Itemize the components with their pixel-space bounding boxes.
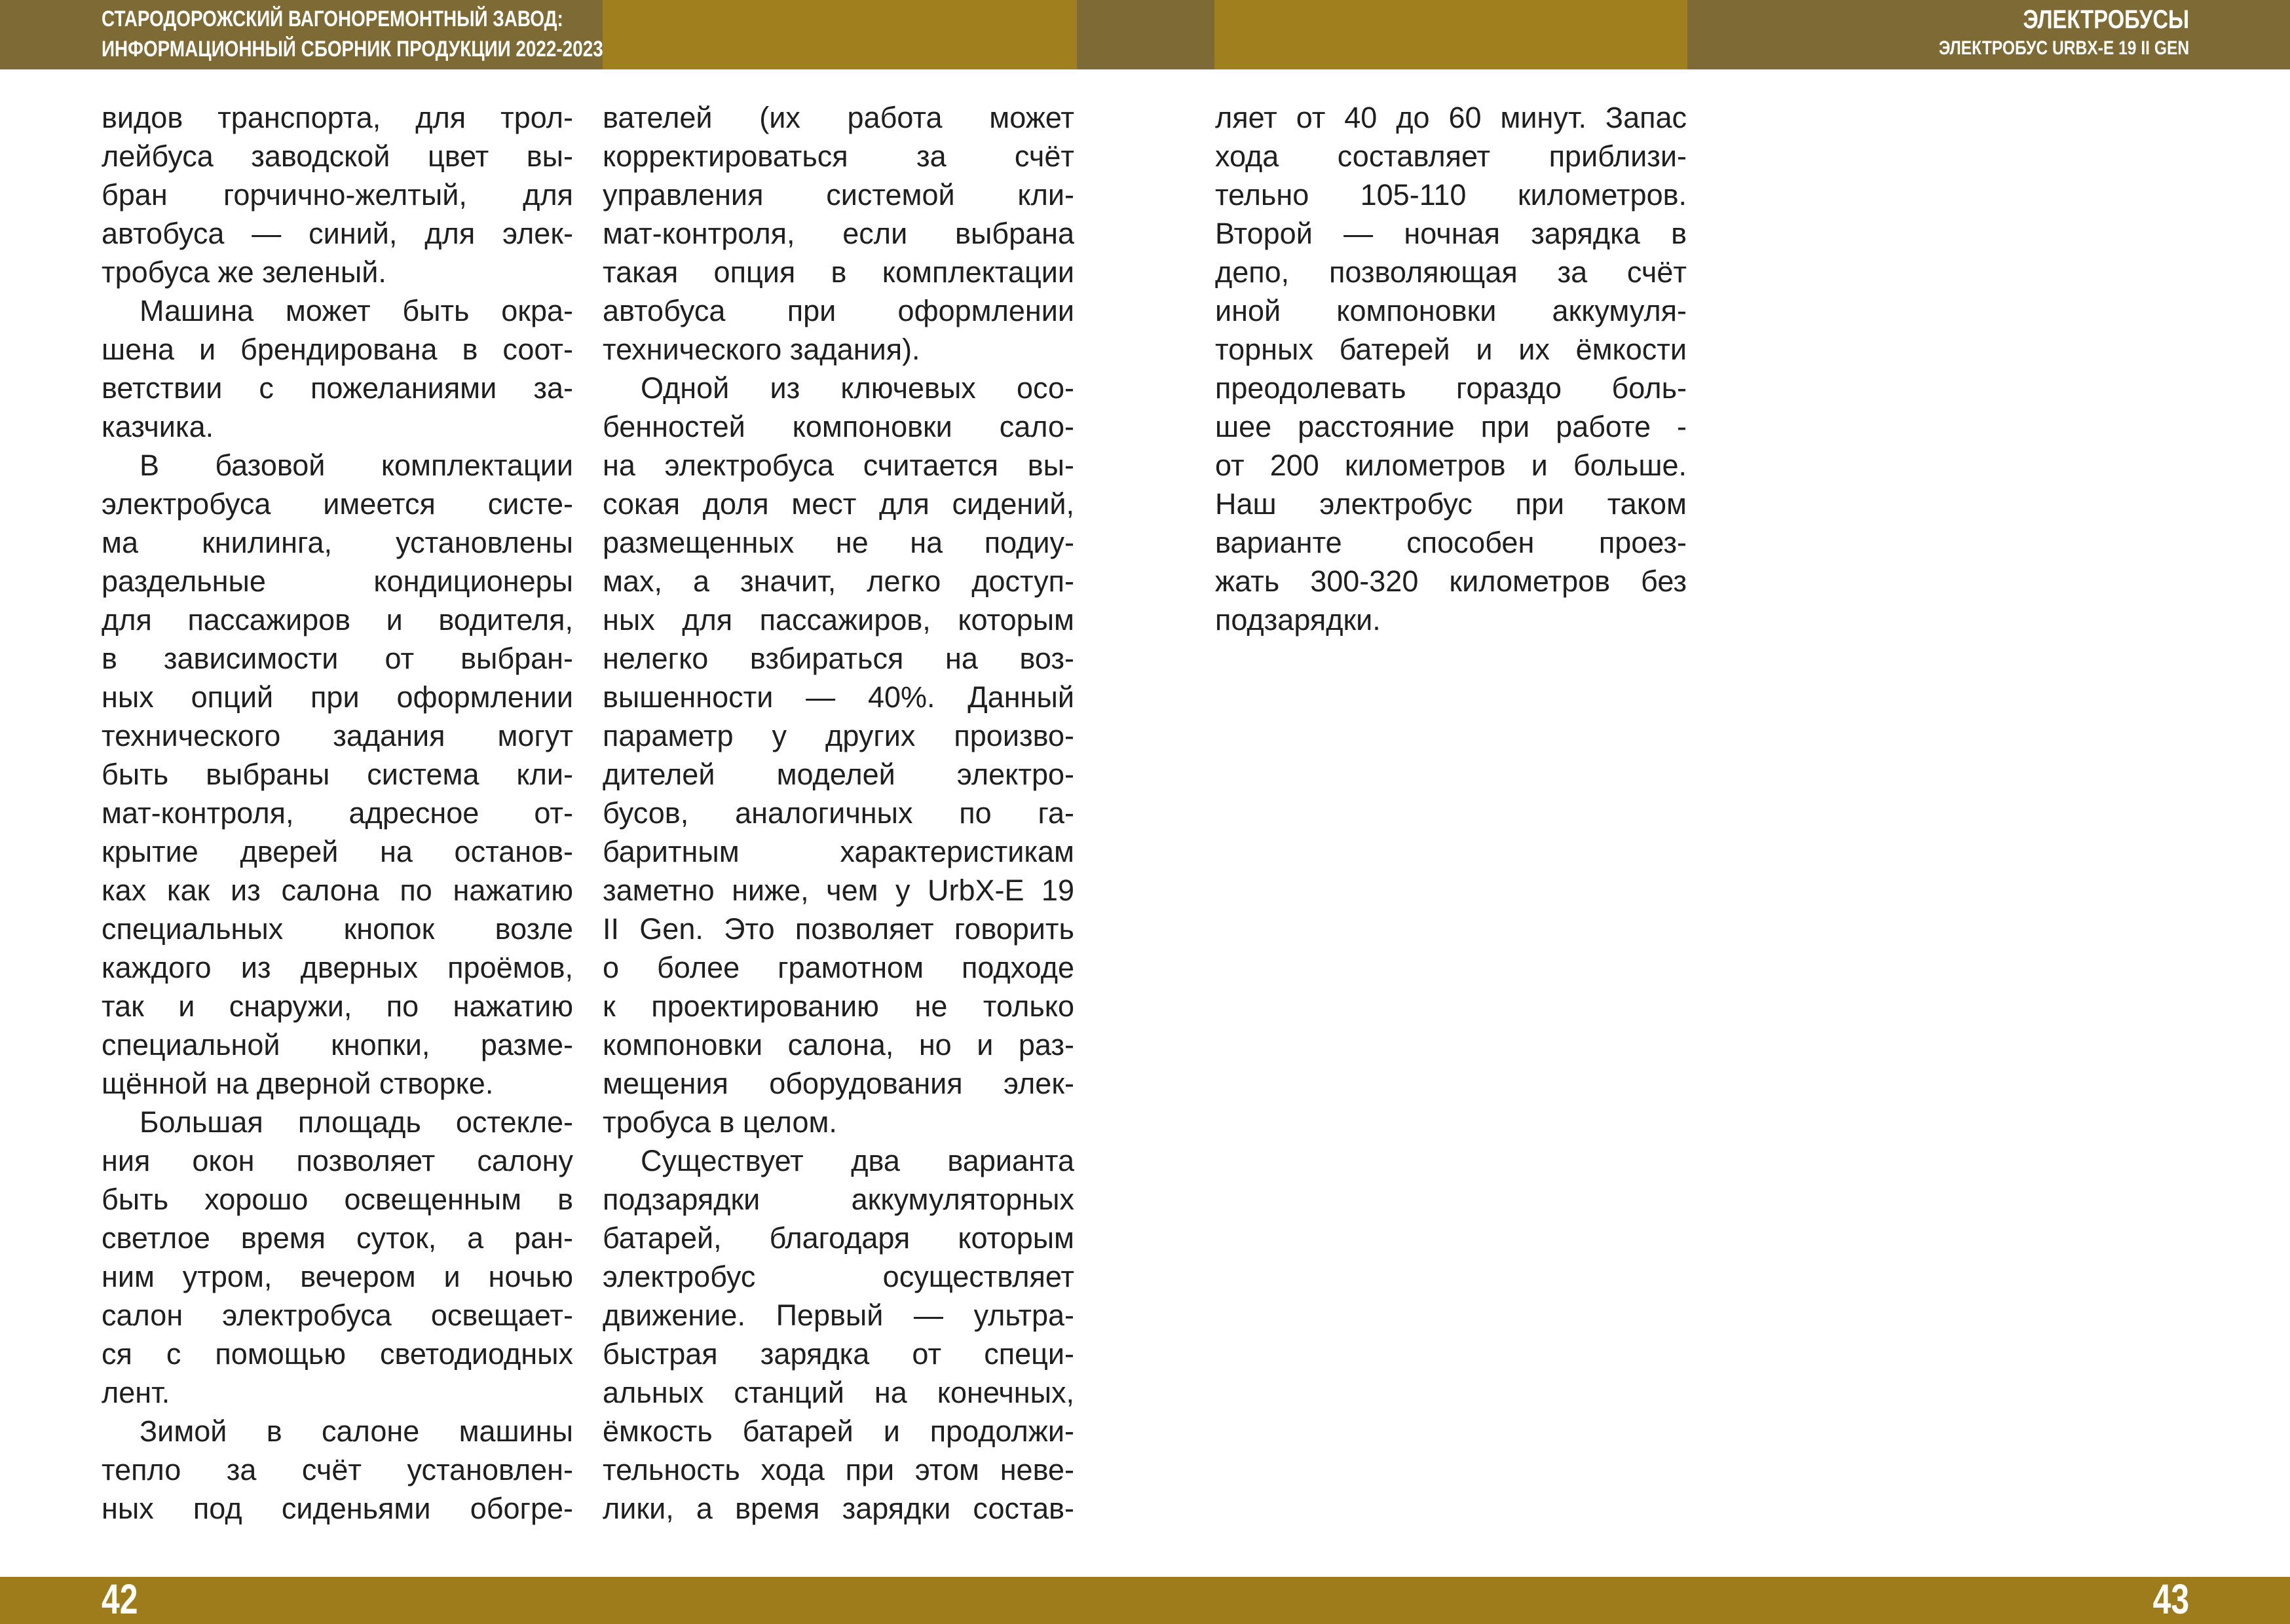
text-line: вателей (их работа может xyxy=(603,101,1074,134)
text-line: специальной кнопки, разме- xyxy=(102,1028,573,1061)
text-line: бенностей компоновки сало- xyxy=(603,410,1074,443)
header-right-line2: ЭЛЕКТРОБУС URBX-E 19 II GEN xyxy=(1938,37,2189,59)
text-line: бусов, аналогичных по га- xyxy=(603,796,1074,830)
text-line: ных для пассажиров, которым xyxy=(603,603,1074,637)
header-band-center-right xyxy=(1214,0,1687,69)
text-line: такая опция в комплектации xyxy=(603,255,1074,289)
text-line: специальных кнопок возле xyxy=(102,912,573,946)
text-line: каждого из дверных проёмов, xyxy=(102,951,573,984)
text-line: в зависимости от выбран- xyxy=(102,642,573,675)
text-line: Второй — ночная зарядка в xyxy=(1215,217,1687,250)
text-line: о более грамотном подходе xyxy=(603,951,1074,984)
text-line: мещения оборудования элек- xyxy=(603,1067,1074,1100)
footer-band xyxy=(0,1577,2290,1624)
text-line: подзарядки аккумуляторных xyxy=(603,1183,1074,1216)
text-line: электробус осуществляет xyxy=(603,1260,1074,1293)
header-band-center-left xyxy=(603,0,1077,69)
text-line: управления системой кли- xyxy=(603,178,1074,212)
text-line: тробуса в целом. xyxy=(603,1105,837,1139)
text-line: мат-контроля, адресное от- xyxy=(102,796,573,830)
text-line: ных под сиденьями обогре- xyxy=(102,1492,573,1525)
text-line: батарей, благодаря которым xyxy=(603,1221,1074,1255)
text-line: Зимой в салоне машины xyxy=(140,1414,573,1448)
text-line: бран горчично-желтый, для xyxy=(102,178,573,212)
text-line: Одной из ключевых осо- xyxy=(641,371,1074,405)
text-line: лейбуса заводской цвет вы- xyxy=(102,139,573,173)
text-line: Наш электробус при таком xyxy=(1215,487,1687,521)
text-line: шее расстояние при работе - xyxy=(1215,410,1687,443)
text-line: нелегко взбираться на воз- xyxy=(603,642,1074,675)
text-line: иной компоновки аккумуля- xyxy=(1215,294,1687,327)
text-line: быть выбраны система кли- xyxy=(102,758,573,791)
text-line: варианте способен проез- xyxy=(1215,526,1687,559)
text-line: размещенных не на подиу- xyxy=(603,526,1074,559)
text-line: параметр у других произво- xyxy=(603,719,1074,752)
text-line: В базовой комплектации xyxy=(140,449,573,482)
text-line: вышенности — 40%. Данный xyxy=(603,680,1074,714)
text-line: альных станций на конечных, xyxy=(603,1376,1074,1409)
text-line: ёмкость батарей и продолжи- xyxy=(603,1414,1074,1448)
text-line: движение. Первый — ультра- xyxy=(603,1299,1074,1332)
text-line: баритным характеристикам xyxy=(603,835,1074,868)
text-line: мат-контроля, если выбрана xyxy=(603,217,1074,250)
text-line: Существует два варианта xyxy=(641,1144,1074,1177)
text-line: светлое время суток, а ран- xyxy=(102,1221,573,1255)
text-line: заметно ниже, чем у UrbX-E 19 xyxy=(603,874,1074,907)
text-line: электробуса имеется систе- xyxy=(102,487,573,521)
text-line: тельность хода при этом неве- xyxy=(603,1453,1074,1486)
text-line: мах, а значит, легко доступ- xyxy=(603,564,1074,598)
text-line: тепло за счёт установлен- xyxy=(102,1453,573,1486)
text-line: ветствии с пожеланиями за- xyxy=(102,371,573,405)
text-line: раздельные кондиционеры xyxy=(102,564,573,598)
text-line: компоновки салона, но и раз- xyxy=(603,1028,1074,1061)
text-line: лики, а время зарядки состав- xyxy=(603,1492,1074,1525)
header-band-center xyxy=(1077,0,1214,69)
text-column-1 xyxy=(102,98,573,1528)
text-line: Большая площадь остекле- xyxy=(140,1105,573,1139)
text-line: сокая доля мест для сидений, xyxy=(603,487,1074,521)
page-number-right: 43 xyxy=(2152,1576,2189,1623)
text-line: видов транспорта, для трол- xyxy=(102,101,573,134)
text-line: крытие дверей на останов- xyxy=(102,835,573,868)
text-line: ляет от 40 до 60 минут. Запас xyxy=(1215,101,1687,134)
header-section-title xyxy=(1939,4,2189,62)
text-line: корректироваться за счёт xyxy=(603,139,1074,173)
text-line: технического задания могут xyxy=(102,719,573,752)
text-line: жать 300-320 километров без xyxy=(1215,564,1687,598)
text-line: технического задания). xyxy=(603,333,920,366)
text-line: дителей моделей электро- xyxy=(603,758,1074,791)
text-line: к проектированию не только xyxy=(603,989,1074,1023)
text-line: автобуса при оформлении xyxy=(603,294,1074,327)
text-line: II Gen. Это позволяет говорить xyxy=(603,912,1074,946)
text-line: казчика. xyxy=(102,410,214,443)
text-line: от 200 километров и больше. xyxy=(1215,449,1687,482)
text-line: быстрая зарядка от специ- xyxy=(603,1337,1074,1371)
text-line: щённой на дверной створке. xyxy=(102,1067,494,1100)
text-line: автобуса — синий, для элек- xyxy=(102,217,573,250)
text-line: ных опций при оформлении xyxy=(102,680,573,714)
header-left-line1: СТАРОДОРОЖСКИЙ ВАГОНОРЕМОНТНЫЙ ЗАВОД: xyxy=(102,7,563,31)
text-line: преодолевать гораздо боль- xyxy=(1215,371,1687,405)
text-line: быть хорошо освещенным в xyxy=(102,1183,573,1216)
text-line: депо, позволяющая за счёт xyxy=(1215,255,1687,289)
text-line: тельно 105-110 километров. xyxy=(1215,178,1687,212)
text-line: для пассажиров и водителя, xyxy=(102,603,573,637)
text-line: ках как из салона по нажатию xyxy=(102,874,573,907)
text-line: хода составляет приблизи- xyxy=(1215,139,1687,173)
text-line: лент. xyxy=(102,1376,170,1409)
text-line: ма книлинга, установлены xyxy=(102,526,573,559)
text-line: ним утром, вечером и ночью xyxy=(102,1260,573,1293)
text-line: тробуса же зеленый. xyxy=(102,255,386,289)
text-line: шена и брендирована в соот- xyxy=(102,333,573,366)
header-left-line2: ИНФОРМАЦИОННЫЙ СБОРНИК ПРОДУКЦИИ 2022-2023 xyxy=(102,37,603,62)
text-line: Машина может быть окра- xyxy=(140,294,573,327)
text-line: салон электробуса освещает- xyxy=(102,1299,573,1332)
header-publication-title xyxy=(102,4,603,64)
text-line: так и снаружи, по нажатию xyxy=(102,989,573,1023)
header-right-line1: ЭЛЕКТРОБУСЫ xyxy=(2023,5,2189,34)
text-line: подзарядки. xyxy=(1215,603,1381,637)
text-column-3 xyxy=(1215,98,1687,639)
text-line: торных батерей и их ёмкости xyxy=(1215,333,1687,366)
text-line: ния окон позволяет салону xyxy=(102,1144,573,1177)
text-line: ся с помощью светодиодных xyxy=(102,1337,573,1371)
page-number-left: 42 xyxy=(102,1576,138,1623)
text-column-2 xyxy=(603,98,1074,1528)
text-line: на электробуса считается вы- xyxy=(603,449,1074,482)
